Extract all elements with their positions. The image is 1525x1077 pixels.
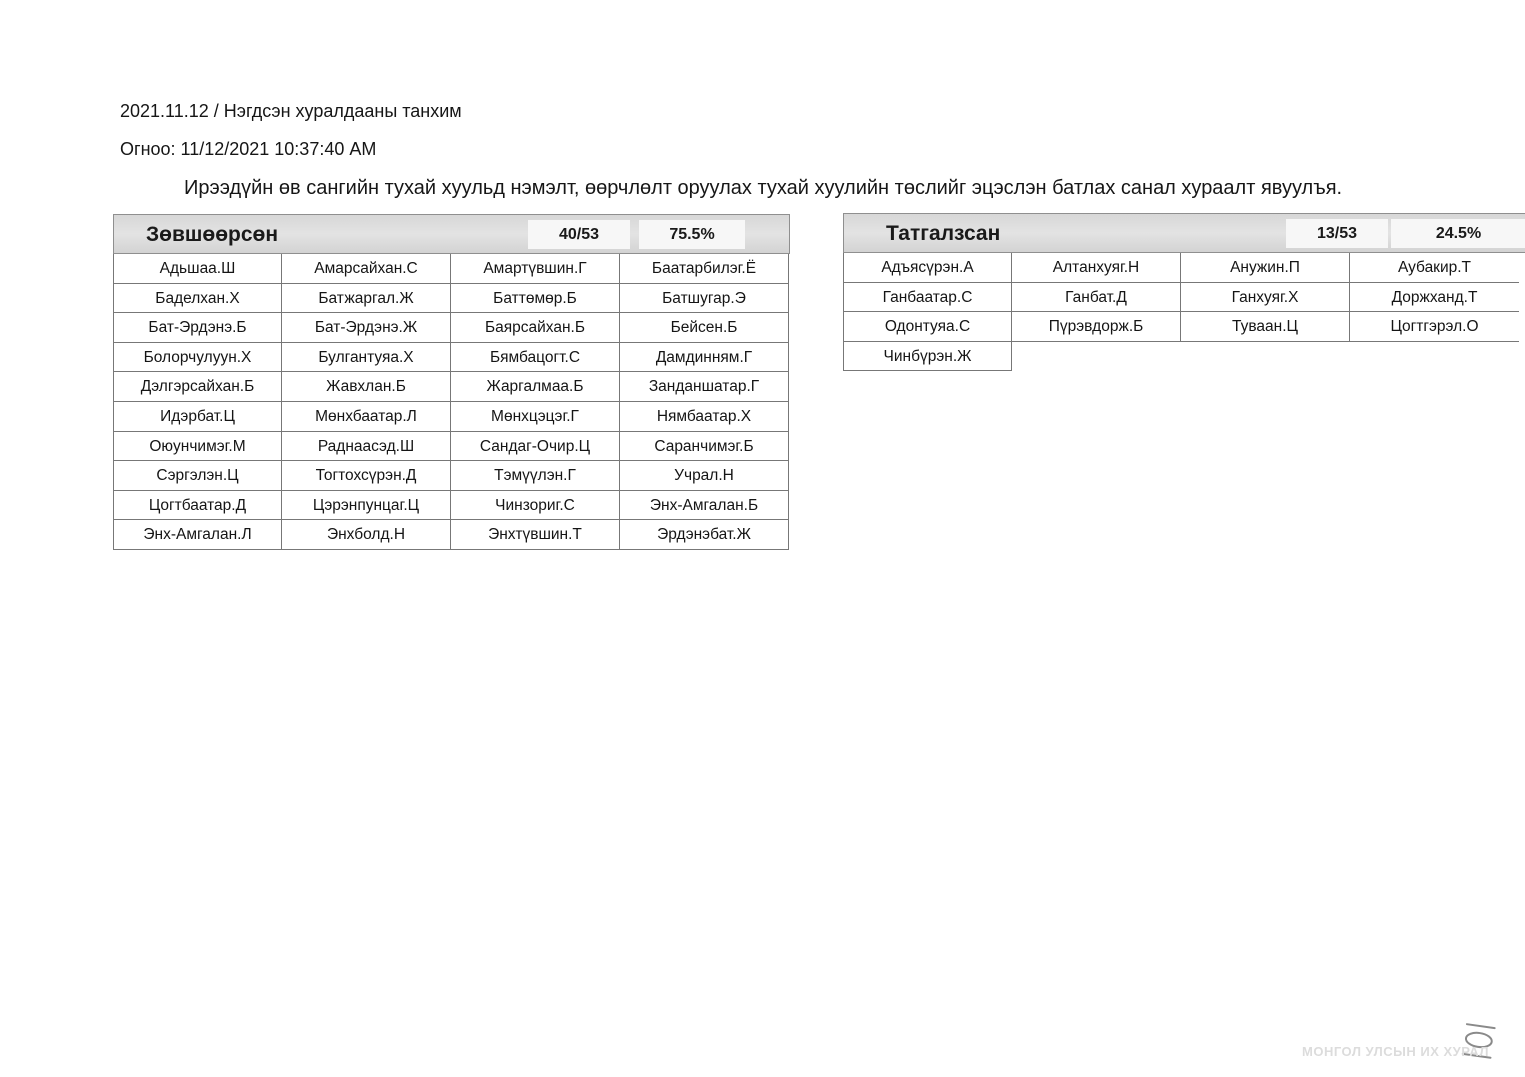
voter-name-cell: Энх-Амгалан.Б xyxy=(620,491,789,521)
voter-name-cell: Бямбацогт.С xyxy=(451,343,620,373)
voter-name-cell: Оюунчимэг.М xyxy=(113,432,282,462)
voter-name-cell: Бат-Эрдэнэ.Ж xyxy=(282,313,451,343)
rejected-names-grid xyxy=(843,253,1525,371)
voter-name-cell: Аубакир.Т xyxy=(1350,253,1519,283)
voter-name-cell: Дамдинням.Г xyxy=(620,343,789,373)
voter-name-cell: Занданшатар.Г xyxy=(620,372,789,402)
rejected-count: 13/53 xyxy=(1286,219,1388,248)
rejected-title: Татгалзсан xyxy=(886,222,1001,245)
voter-name-cell: Энхболд.Н xyxy=(282,520,451,550)
voter-name-cell: Энхтүвшин.Т xyxy=(451,520,620,550)
approved-percent: 75.5% xyxy=(639,220,745,249)
voter-name-cell: Ганхуяг.Х xyxy=(1181,283,1350,313)
voter-name-cell: Баатарбилэг.Ё xyxy=(620,254,789,284)
voter-name-cell: Мөнхбаатар.Л xyxy=(282,402,451,432)
approved-panel xyxy=(113,214,790,550)
voter-name-cell: Алтанхуяг.Н xyxy=(1012,253,1181,283)
voter-name-cell: Цэрэнпунцаг.Ц xyxy=(282,491,451,521)
voter-name-cell: Адьшаа.Ш xyxy=(113,254,282,284)
voter-name-cell: Саранчимэг.Б xyxy=(620,432,789,462)
voter-name-cell: Раднаасэд.Ш xyxy=(282,432,451,462)
voter-name-cell: Баттөмөр.Б xyxy=(451,284,620,314)
voter-name-cell: Туваан.Ц xyxy=(1181,312,1350,342)
voter-name-cell: Баделхан.Х xyxy=(113,284,282,314)
voter-name-cell: Тэмүүлэн.Г xyxy=(451,461,620,491)
voter-name-cell: Цогтгэрэл.О xyxy=(1350,312,1519,342)
session-line: 2021.11.12 / Нэгдсэн хуралдааны танхим xyxy=(120,101,462,121)
approved-title: Зөвшөөрсөн xyxy=(146,223,279,246)
voter-name-cell: Жаргалмаа.Б xyxy=(451,372,620,402)
voter-name-cell: Адъясүрэн.А xyxy=(843,253,1012,283)
voter-name-cell: Цогтбаатар.Д xyxy=(113,491,282,521)
approved-header xyxy=(113,214,790,254)
voter-name-cell: Тогтохсүрэн.Д xyxy=(282,461,451,491)
voter-name-cell: Дэлгэрсайхан.Б xyxy=(113,372,282,402)
voter-name-cell: Бейсен.Б xyxy=(620,313,789,343)
rejected-panel xyxy=(843,213,1525,371)
voter-name-cell: Энх-Амгалан.Л xyxy=(113,520,282,550)
voter-name-cell: Нямбаатар.Х xyxy=(620,402,789,432)
voter-name-cell: Сандаг-Очир.Ц xyxy=(451,432,620,462)
vote-question: Ирээдүйн өв сангийн тухай хуульд нэмэлт, өөрчлөлт оруулах тухай хуулийн төслийг эцэслэн батлах санал хураалт явуулъя. xyxy=(184,177,1343,199)
voter-name-cell: Батшугар.Э xyxy=(620,284,789,314)
voter-name-cell: Чинзориг.С xyxy=(451,491,620,521)
voter-name-cell: Чинбүрэн.Ж xyxy=(843,342,1012,372)
parliament-stamp: МОНГОЛ УЛСЫН ИХ ХУРАЛ xyxy=(1302,1044,1489,1059)
voter-name-cell: Жавхлан.Б xyxy=(282,372,451,402)
voter-name-cell: Батжаргал.Ж xyxy=(282,284,451,314)
voter-name-cell: Болорчулуун.Х xyxy=(113,343,282,373)
voter-name-cell: Булгантуяа.Х xyxy=(282,343,451,373)
rejected-header xyxy=(843,213,1525,253)
voter-name-cell: Амарсайхан.С xyxy=(282,254,451,284)
vote-date-line: Огноо: 11/12/2021 10:37:40 AM xyxy=(120,139,377,159)
rejected-percent: 24.5% xyxy=(1391,219,1525,248)
voter-name-cell: Амартүвшин.Г xyxy=(451,254,620,284)
voter-name-cell: Доржханд.Т xyxy=(1350,283,1519,313)
approved-count: 40/53 xyxy=(528,220,630,249)
approved-names-grid xyxy=(113,254,790,550)
voter-name-cell: Мөнхцэцэг.Г xyxy=(451,402,620,432)
voter-name-cell: Ганбат.Д xyxy=(1012,283,1181,313)
voter-name-cell: Баярсайхан.Б xyxy=(451,313,620,343)
voter-name-cell: Одонтуяа.С xyxy=(843,312,1012,342)
voter-name-cell: Пүрэвдорж.Б xyxy=(1012,312,1181,342)
voter-name-cell: Эрдэнэбат.Ж xyxy=(620,520,789,550)
voter-name-cell: Ганбаатар.С xyxy=(843,283,1012,313)
voter-name-cell: Учрал.Н xyxy=(620,461,789,491)
voter-name-cell: Анужин.П xyxy=(1181,253,1350,283)
voter-name-cell: Сэргэлэн.Ц xyxy=(113,461,282,491)
voter-name-cell: Бат-Эрдэнэ.Б xyxy=(113,313,282,343)
voter-name-cell: Идэрбат.Ц xyxy=(113,402,282,432)
